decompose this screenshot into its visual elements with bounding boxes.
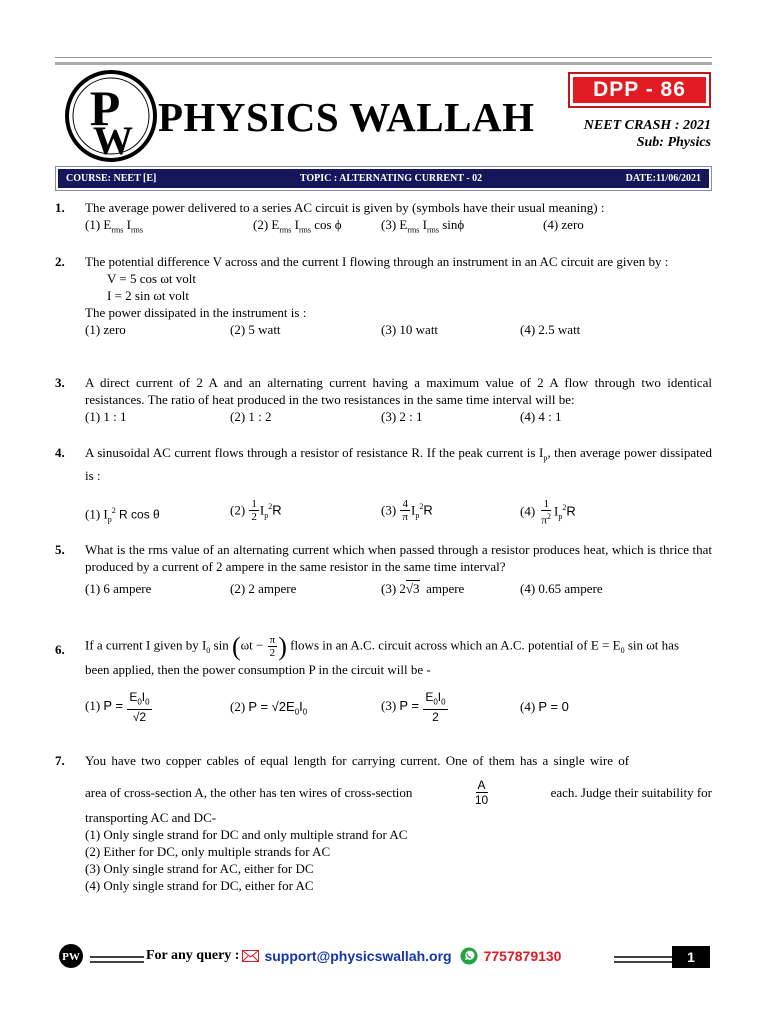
option-3: (3) $\frac{4}{\pi}$ $I_p^2R$ xyxy=(381,498,433,524)
option-3: (3) $E_{rms}$ $I_{rms}$ sinϕ xyxy=(381,217,465,235)
question-number: 3. xyxy=(55,375,65,390)
question-text-line3: transporting AC and DC- xyxy=(85,810,217,825)
option-2: (2) $E_{rms}$ $I_{rms}$ cos ϕ xyxy=(253,217,342,235)
choice-3: (3) Only single strand for AC, either for DC xyxy=(85,861,314,876)
query-label: For any query : xyxy=(146,948,240,963)
date-label: DATE:11/06/2021 xyxy=(625,173,701,184)
question-number: 6. xyxy=(55,642,65,657)
question-text: A sinusoidal AC current flows through a resistor of resistance R. If the peak current is $I_p$, then average power dissipated is : xyxy=(85,445,712,483)
option-3: (3) 2√3 ampere xyxy=(381,581,465,596)
option-4: (4) $\frac{1}{\pi^2}$ $I_p^2R$ xyxy=(520,497,576,527)
question-4 xyxy=(55,444,712,527)
question-number: 1. xyxy=(55,200,65,215)
top-rule-thick xyxy=(55,62,712,65)
subject-line: Sub: Physics xyxy=(636,135,711,150)
question-subtext: The power dissipated in the instrument is : xyxy=(85,305,307,320)
option-3: (3) 2 : 1 xyxy=(381,409,423,424)
question-1 xyxy=(55,199,712,234)
question-6 xyxy=(55,632,712,725)
options xyxy=(85,321,712,339)
option-2: (2) $P = √2E_0I_0$ xyxy=(230,699,308,717)
options xyxy=(85,497,712,527)
question-number: 2. xyxy=(55,254,65,269)
choice-2: (2) Either for DC, only multiple strands for AC xyxy=(85,844,331,859)
mail-icon xyxy=(242,950,259,962)
option-1: (1) P = $\frac{E_0I_0}{√2}$ xyxy=(85,690,150,725)
course-label: COURSE: NEET [E] xyxy=(66,173,157,184)
option-2: (2) $\frac{1}{2}$ $I_p^2R$ xyxy=(230,498,282,524)
question-2 xyxy=(55,253,712,339)
pw-footer-logo-icon xyxy=(58,943,84,969)
choice-4: (4) Only single strand for DC, either for AC xyxy=(85,878,314,893)
dpp-label: DPP - 86 xyxy=(573,77,706,103)
question-text: The potential difference V across and the current I flowing through an instrument in an AC circuit are given by : xyxy=(85,254,669,269)
option-1: (1) $E_{rms}$ $I_{rms}$ xyxy=(85,217,143,235)
svg-text:P: P xyxy=(89,80,121,136)
question-7 xyxy=(55,752,712,894)
option-4: (4) 0.65 ampere xyxy=(520,581,603,596)
options xyxy=(85,690,712,725)
question-number: 4. xyxy=(55,445,65,460)
option-1: (1) $I_p^2$ R cos θ xyxy=(85,505,160,524)
option-2: (2) 2 ampere xyxy=(230,581,297,596)
options xyxy=(85,580,712,598)
equation-i: I = 2 sin ωt volt xyxy=(107,288,189,303)
page-number: 1 xyxy=(672,946,710,968)
pw-logo-icon xyxy=(65,70,157,162)
support-email-link[interactable]: support@physicswallah.org xyxy=(264,948,452,964)
choice-1: (1) Only single strand for DC and only multiple strand for AC xyxy=(85,827,408,842)
option-3: (3) 10 watt xyxy=(381,322,439,337)
phone-number[interactable]: 7757879130 xyxy=(483,948,562,964)
option-2: (2) 1 : 2 xyxy=(230,409,272,424)
option-4: (4) zero xyxy=(543,217,584,232)
options xyxy=(85,408,712,426)
question-text: You have two copper cables of equal length for carrying current. One of them has a single wire of xyxy=(85,753,630,768)
question-text: The average power delivered to a series AC circuit is given by (symbols have their usual meaning) : xyxy=(85,200,605,215)
option-4: (4) P = 0 xyxy=(520,699,569,715)
course-line: NEET CRASH : 2021 xyxy=(583,118,711,133)
option-2: (2) 5 watt xyxy=(230,322,281,337)
equation-v: V = 5 cos ωt volt xyxy=(107,271,196,286)
question-text: What is the rms value of an alternating current which when passed through a resistor produces heat, which is thrice that produced by a current of 2 ampere in the same resistor in the same time interval? xyxy=(85,542,712,574)
svg-text:W: W xyxy=(93,118,133,162)
question-text: If a current I given by $I_0$ sin (ωt − $\frac{\pi}{2}$ ) flows in an A.C. circuit across which an A.C. potential of $E = E_0$ sin ωt has xyxy=(85,632,679,661)
question-text: A direct current of 2 A and an alternating current having a maximum value of 2 A flow through two identical resistances. The ratio of heat produced in the two resistances in the same time interval will be: xyxy=(85,375,712,407)
option-3: (3) P = $\frac{E_0I_0}{2}$ xyxy=(381,690,446,725)
option-4: (4) 4 : 1 xyxy=(520,409,562,424)
whatsapp-icon xyxy=(460,947,478,965)
option-1: (1) 1 : 1 xyxy=(85,409,127,424)
info-bar xyxy=(55,166,712,191)
question-5 xyxy=(55,541,712,598)
footer-contact xyxy=(144,943,614,969)
brand-title: PHYSICS WALLAH xyxy=(158,94,535,140)
question-number: 5. xyxy=(55,542,65,557)
options xyxy=(85,216,712,234)
question-text-line2: area of cross-section A, the other has ten wires of cross-section $\frac{A}{10}$ each. Judge their suitability for xyxy=(85,778,712,807)
top-rule xyxy=(55,57,712,58)
option-1: (1) zero xyxy=(85,322,126,337)
question-3 xyxy=(55,374,712,426)
question-number: 7. xyxy=(55,753,65,768)
option-1: (1) 6 ampere xyxy=(85,581,152,596)
topic-label: TOPIC : ALTERNATING CURRENT - 02 xyxy=(299,173,483,184)
dpp-badge xyxy=(568,72,711,108)
option-4: (4) 2.5 watt xyxy=(520,322,581,337)
svg-text:PW: PW xyxy=(62,951,80,963)
question-subtext: been applied, then the power consumption P in the circuit will be - xyxy=(85,662,431,678)
